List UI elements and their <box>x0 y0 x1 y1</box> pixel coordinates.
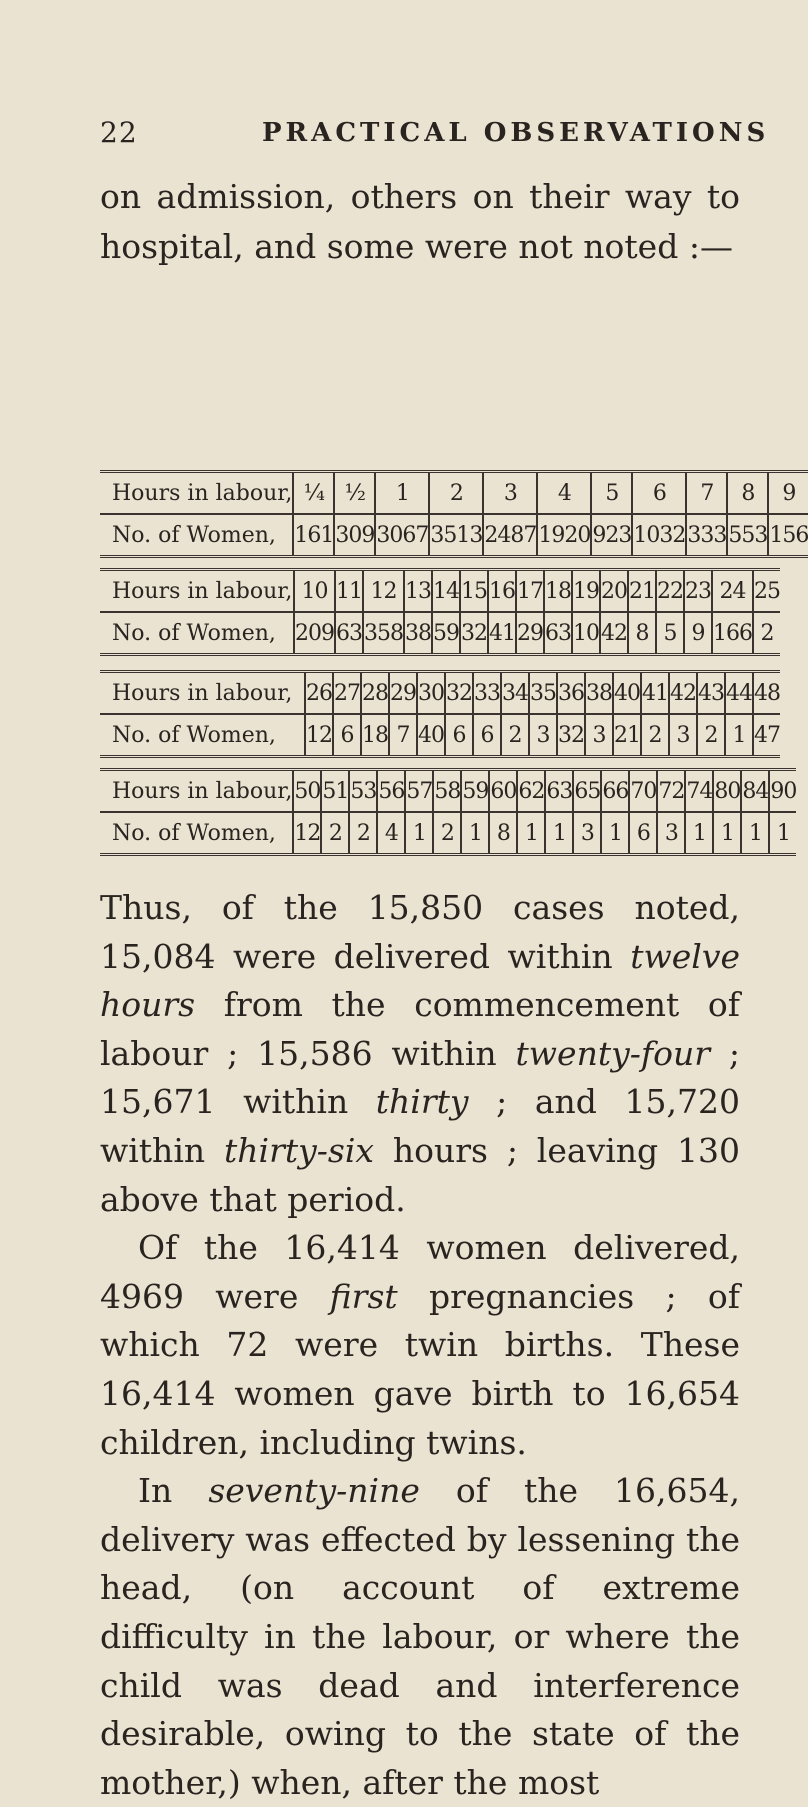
hours-cell: 10 <box>294 570 335 613</box>
hours-cell: 16 <box>488 570 516 613</box>
women-count-cell: 166 <box>712 612 753 655</box>
hours-cell: 80 <box>713 770 741 813</box>
hours-cell: 56 <box>377 770 405 813</box>
text-run: ; and 15,720 within <box>100 1082 740 1170</box>
women-count-cell: 2 <box>349 812 377 855</box>
women-count-cell: 1 <box>741 812 769 855</box>
women-count-cell: 3 <box>529 714 557 757</box>
hours-cell: 33 <box>473 672 501 715</box>
hours-cell: 35 <box>529 672 557 715</box>
women-count-cell: 1 <box>517 812 545 855</box>
hours-cell: 42 <box>669 672 697 715</box>
hours-row <box>100 472 808 515</box>
hours-cell: 4 <box>537 472 591 515</box>
hours-cell: 25 <box>753 570 780 613</box>
paragraph-thus <box>100 884 740 1224</box>
hours-cell: 12 <box>363 570 404 613</box>
page-number: 22 <box>100 116 138 149</box>
hours-cell: 3 <box>483 472 537 515</box>
hours-cell: 8 <box>727 472 768 515</box>
text-run: hours ; leaving 130 above that period. <box>100 1130 740 1219</box>
hours-cell: 66 <box>601 770 629 813</box>
women-count-cell: 7 <box>389 714 417 757</box>
women-count-cell: 2 <box>697 714 725 757</box>
women-row <box>100 514 808 557</box>
text-run: In <box>138 1471 209 1511</box>
women-count-cell: 161 <box>293 514 334 557</box>
hours-cell: 6 <box>632 472 686 515</box>
intro-text <box>100 172 740 272</box>
women-row <box>100 612 780 655</box>
row-label: No. of Women, <box>112 722 276 748</box>
hours-cell: 40 <box>613 672 641 715</box>
women-count-cell: 4 <box>377 812 405 855</box>
text-run: from the commencement of labour ; 15,586 within <box>100 985 740 1073</box>
women-count-cell: 5 <box>656 612 684 655</box>
hours-cell: 43 <box>697 672 725 715</box>
women-count-cell: 40 <box>417 714 445 757</box>
hours-cell: 28 <box>361 672 389 715</box>
paragraph-seventy-nine <box>100 1467 740 1807</box>
hours-cell: 84 <box>741 770 769 813</box>
women-count-cell: 41 <box>488 612 516 655</box>
women-count-cell: 6 <box>333 714 361 757</box>
women-count-cell: 3 <box>657 812 685 855</box>
women-count-cell: 2487 <box>483 514 537 557</box>
hours-cell: 48 <box>753 672 780 715</box>
women-count-cell: 209 <box>294 612 335 655</box>
women-count-cell: 1 <box>769 812 796 855</box>
women-count-cell: 18 <box>361 714 389 757</box>
hours-cell: 24 <box>712 570 753 613</box>
hours-cell: 18 <box>544 570 572 613</box>
hours-table-1 <box>100 470 808 558</box>
hours-table-2 <box>100 568 780 656</box>
hours-cell: 36 <box>557 672 585 715</box>
women-count-cell: 1 <box>713 812 741 855</box>
hours-row <box>100 770 796 813</box>
women-count-cell: 2 <box>641 714 669 757</box>
women-count-cell: 553 <box>727 514 768 557</box>
emphasis-text: twenty-four <box>515 1033 710 1073</box>
women-count-cell: 32 <box>460 612 488 655</box>
hours-cell: 27 <box>333 672 361 715</box>
hours-cell: 72 <box>657 770 685 813</box>
hours-cell: 1 <box>375 472 429 515</box>
women-count-cell: 63 <box>544 612 572 655</box>
women-count-cell: 333 <box>686 514 727 557</box>
women-count-cell: 3 <box>573 812 601 855</box>
hours-cell: 38 <box>585 672 613 715</box>
women-count-cell: 3 <box>585 714 613 757</box>
women-count-cell: 923 <box>591 514 632 557</box>
body-text <box>100 884 740 1807</box>
hours-cell: 34 <box>501 672 529 715</box>
women-count-cell: 1 <box>405 812 433 855</box>
hours-cell: 9 <box>768 472 808 515</box>
row-label: Hours in labour, <box>100 770 293 813</box>
hours-cell: 32 <box>445 672 473 715</box>
women-count-cell: 12 <box>305 714 333 757</box>
women-count-cell: 63 <box>335 612 363 655</box>
women-count-cell: 12 <box>293 812 321 855</box>
hours-cell: 74 <box>685 770 713 813</box>
women-row <box>100 714 780 757</box>
hours-cell: 30 <box>417 672 445 715</box>
women-count-cell: 8 <box>628 612 656 655</box>
hours-cell: 2 <box>429 472 483 515</box>
hours-cell: 22 <box>656 570 684 613</box>
hours-cell: 51 <box>321 770 349 813</box>
paragraph-women-delivered <box>100 1224 740 1467</box>
women-count-cell: 8 <box>489 812 517 855</box>
emphasis-text: seventy-nine <box>208 1471 420 1511</box>
hours-cell: 63 <box>545 770 573 813</box>
women-count-cell: 59 <box>432 612 460 655</box>
women-count-cell: 1 <box>685 812 713 855</box>
women-count-cell: 38 <box>404 612 432 655</box>
women-row <box>100 812 796 855</box>
women-count-cell: 2 <box>433 812 461 855</box>
hours-cell: 7 <box>686 472 727 515</box>
hours-cell: 50 <box>293 770 321 813</box>
women-count-cell: 3 <box>669 714 697 757</box>
women-count-cell: 10 <box>572 612 600 655</box>
hours-cell: 57 <box>405 770 433 813</box>
women-count-cell: 6 <box>445 714 473 757</box>
hours-cell: 58 <box>433 770 461 813</box>
hours-cell: 15 <box>460 570 488 613</box>
hours-cell: 53 <box>349 770 377 813</box>
women-count-cell: 1 <box>545 812 573 855</box>
hours-cell: 5 <box>591 472 632 515</box>
text-run: ; 15,671 within <box>100 1033 741 1122</box>
hours-cell: 62 <box>517 770 545 813</box>
women-count-cell: 47 <box>753 714 780 757</box>
hours-cell: 29 <box>389 672 417 715</box>
hours-cell: 26 <box>305 672 333 715</box>
emphasis-text: thirty <box>375 1082 469 1122</box>
hours-table-4 <box>100 768 796 856</box>
emphasis-text: thirty-six <box>224 1130 374 1170</box>
women-count-cell: 29 <box>516 612 544 655</box>
women-count-cell: 2 <box>501 714 529 757</box>
women-count-cell: 309 <box>334 514 375 557</box>
women-count-cell: 6 <box>473 714 501 757</box>
intro-paragraph: on admission, others on their way to hospital, and some were not noted :— <box>100 177 740 266</box>
hours-cell: 19 <box>572 570 600 613</box>
hours-table-3 <box>100 670 780 758</box>
hours-row <box>100 672 780 715</box>
row-label: Hours in labour, <box>100 570 294 613</box>
women-count-cell: 3067 <box>375 514 429 557</box>
women-count-cell: 3513 <box>429 514 483 557</box>
emphasis-text: twelve hours <box>100 936 740 1025</box>
women-count-cell: 1032 <box>632 514 686 557</box>
women-count-cell: 32 <box>557 714 585 757</box>
row-label: No. of Women, <box>112 820 276 846</box>
row-label: No. of Women, <box>112 620 276 646</box>
women-count-cell: 1920 <box>537 514 591 557</box>
text-run: pregnancies ; of which 72 were twin births. These 16,414 women gave birth to 16,654 children, including twins. <box>100 1276 740 1462</box>
hours-cell: 23 <box>684 570 712 613</box>
row-label: Hours in labour, <box>100 672 305 715</box>
women-count-cell: 1 <box>461 812 489 855</box>
hours-cell: 17 <box>516 570 544 613</box>
hours-cell: 59 <box>461 770 489 813</box>
text-run: Thus, of the 15,850 cases noted, 15,084 were delivered within <box>100 888 740 976</box>
women-count-cell: 9 <box>684 612 712 655</box>
emphasis-text: first <box>329 1276 398 1316</box>
running-title: PRACTICAL OBSERVATIONS <box>262 118 770 148</box>
text-run: Of the 16,414 women delivered, 4969 were <box>100 1228 740 1316</box>
hours-cell: 21 <box>628 570 656 613</box>
hours-cell: 14 <box>432 570 460 613</box>
hours-row <box>100 570 780 613</box>
women-count-cell: 358 <box>363 612 404 655</box>
hours-cell: 90 <box>769 770 796 813</box>
women-count-cell: 2 <box>321 812 349 855</box>
women-count-cell: 1 <box>725 714 753 757</box>
text-run: of the 16,654, delivery was effected by lessening the head, (on account of extreme difficulty in the labour, or where the child was dead and interference desirable, owing to the state of the mother,) when, after the most <box>100 1471 740 1802</box>
hours-cell: 70 <box>629 770 657 813</box>
hours-cell: 60 <box>489 770 517 813</box>
hours-cell: ½ <box>334 472 375 515</box>
women-count-cell: 2 <box>753 612 780 655</box>
hours-cell: 41 <box>641 672 669 715</box>
row-label: Hours in labour, <box>100 472 293 515</box>
women-count-cell: 6 <box>629 812 657 855</box>
women-count-cell: 42 <box>600 612 628 655</box>
hours-cell: 44 <box>725 672 753 715</box>
hours-cell: 11 <box>335 570 363 613</box>
hours-cell: 13 <box>404 570 432 613</box>
women-count-cell: 21 <box>613 714 641 757</box>
row-label: No. of Women, <box>112 522 276 548</box>
women-count-cell: 1 <box>601 812 629 855</box>
hours-cell: ¼ <box>293 472 334 515</box>
women-count-cell: 156 <box>768 514 808 557</box>
hours-cell: 65 <box>573 770 601 813</box>
hours-cell: 20 <box>600 570 628 613</box>
